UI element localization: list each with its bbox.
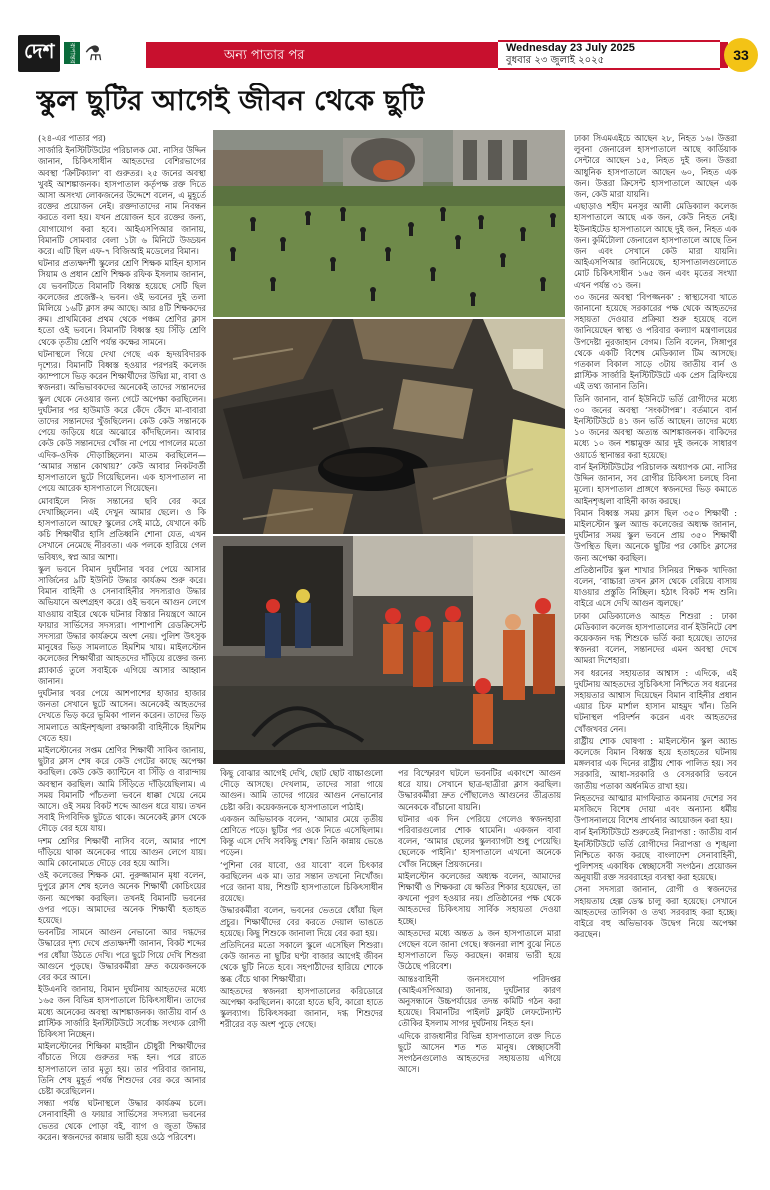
column-paragraph: ঘটনার এক দিন পেরিয়ে গেলেও স্বজনহারা পরিবারগুলোর শোক থামেনি। একজন বাবা বলেন, ‘আমার ছেলের স্কুলব্যাগটা শুধু পেয়েছি। ছেলেকে পাইনি।’ হাসপাতালে এখনো অনেকে খোঁজ নিচ্ছেন প্রিয়জনের।: [398, 813, 561, 869]
page-header: [0, 0, 770, 72]
column-paragraph: ভবনটির সামনে আগুন নেভানো আর দগ্ধদের উদ্ধারের দৃশ্য দেখে প্রত্যক্ষদর্শী জানান, বিকট শব্দের পর ধোঁয়া উঠতে দেখি। পরে ছুটে গিয়ে দেখি শিশুরা আগুনে পুড়ছে। উদ্ধারকর্মীরা দ্রুত কয়েকজনকে বের করে আনে।: [38, 927, 206, 983]
column-paragraph: সেনা সদস্যরা জানান, রোগী ও স্বজনদের সহায়তায় হেল্প ডেস্ক চালু করা হয়েছে। সেখানে আহতদের তালিকা ও তথ্য সরবরাহ করা হচ্ছে। বাইরে বহু অভিভাবক উদ্বেগ নিয়ে অপেক্ষা করছেন।: [574, 884, 737, 940]
article-headline: স্কুল ছুটির আগেই জীবন থেকে ছুটি: [36, 84, 425, 117]
column-paragraph: ‘পুশিনা বের যাবো, ওর যাবো’ বলে চিৎকার করছিলেন এক মা। তার সন্তান তখনো নিখোঁজ। পরে জানা যায়, শিশুটি হাসপাতালে চিকিৎসাধীন রয়েছে।: [220, 859, 383, 904]
column-paragraph: দুর্ঘটনার খবর পেয়ে আশপাশের হাজার হাজার জনতা সেখানে ছুটে আসেন। অনেকেই আহতদের দেখতে ভিড় করে ভূমিকা পালন করেন। তাদের ভিড় সামলাতে আইনশৃঙ্খলা রক্ষাকারী বাহিনীকে হিমশিম খেতে হয়।: [38, 687, 206, 743]
column-paragraph: বিমান বিধ্বস্ত সময় ক্লাস ছিল ৩৫০ শিক্ষার্থী : মাইলস্টোন স্কুল অ্যান্ড কলেজের অধ্যক্ষ জানান, দুর্ঘটনার সময় স্কুল ভবনে প্রায় ৩৫০ শিক্ষার্থী উপস্থিত ছিল। অনেকে ছুটির পর কোচিং ক্লাসের জন্য অপেক্ষা করছিল।: [574, 507, 737, 563]
column-paragraph: দশম শ্রেণির শিক্ষার্থী নাসিব বলে, আমার পাশে দাঁড়িয়ে থাকা অনেকের গায়ে আগুন লেগে যায়। আমি কোনোমতে দৌড়ে বের হয়ে আসি।: [38, 835, 206, 868]
crowd-photo: [213, 130, 565, 317]
column-paragraph: উদ্ধারকর্মীরা বলেন, ভবনের ভেতরে ধোঁয়া ছিল প্রচুর। শিক্ষার্থীদের বের করতে দেয়াল ভাঙতে হয়েছে। কিছু শিশুকে জানালা দিয়ে বের করা হয়।: [220, 905, 383, 938]
column-paragraph: ওই কলেজের শিক্ষক মো. নুরুজ্জামান মৃধা বলেন, দুপুরে ক্লাস শেষ হলেও অনেক শিক্ষার্থী কোচিংয়ের জন্য অপেক্ষা করছিল। তখনই বিমানটি ভবনের ওপর পড়ে। আমাদের অনেক শিক্ষার্থী হতাহত হয়েছে।: [38, 870, 206, 926]
column-paragraph: (২৪-এর পাতার পর): [38, 133, 106, 143]
column-paragraph: সব ধরনের সহায়তার আশ্বাস : এদিকে, এই দুর্ঘটনায় আহতদের সুচিকিৎসা নিশ্চিতে সব ধরনের সহায়তার আশ্বাস দিয়েছেন বিমান বাহিনীর প্রধান এয়ার চিফ মার্শাল হাসান মাহমুদ খাঁন। তিনি ঘটনাস্থল পরিদর্শন করেন এবং আহতদের খোঁজখবর নেন।: [574, 667, 737, 734]
crowd-photo-icon: [213, 130, 565, 317]
article-column-middle-left: [220, 768, 383, 1163]
burnt-debris-photo: [213, 319, 565, 534]
date-box: [498, 40, 720, 70]
column-paragraph: তিনি জানান, বার্ন ইউনিটে ভর্তি রোগীদের মধ্যে ৩০ জনের অবস্থা ‘সংকটাপন্ন’। বর্তমানে বার্ন ইনস্টিটিউটে ৪১ জন ভর্তি আছেন। তাদের মধ্যে ১০ জনের অবস্থা অত্যন্ত আশঙ্কাজনক। বাকিদের মধ্যে ১০ জন শঙ্কামুক্ত আর দুই জনকে সাধারণ ওয়ার্ডে স্থানান্তর করা হয়েছে।: [574, 393, 737, 460]
column-paragraph: প্রতিদিনের মতো সকালে স্কুলে এসেছিল শিশুরা। কেউ জানত না ছুটির ঘণ্টা বাজার আগেই জীবন থেকে ছুটি নিতে হবে। সহপাঠীদের হারিয়ে শোকে স্তব্ধ বেঁচে থাকা শিক্ষার্থীরা।: [220, 940, 383, 984]
column-paragraph: আহতদের মধ্যে অন্তত ৯ জন হাসপাতালে মারা গেছেন বলে জানা গেছে। স্বজনরা লাশ বুঝে নিতে হাসপাতালে ভিড় করছেন। কান্নায় ভারী হয়ে উঠেছে পরিবেশ।: [398, 927, 561, 972]
newspaper-logo[interactable]: [18, 36, 118, 70]
column-paragraph: মাইলস্টোনের সপ্তম শ্রেণির শিক্ষার্থী সাকিব জানায়, ছুটার ক্লাস শেষ করে কেউ গেটের কাছে অপেক্ষা করছিল। কেউ কেউ ক্যান্টিনে বা সিঁড়ি ও বারান্দায় অবস্থান করছিল। আমি সিঁড়িতে দাঁড়িয়েছিলাম। এ সময় বিমানটি পাঁচতলা ভবনে ধাক্কা খেয়ে নেমে আসে। ওই সময় বিকট শব্দে আগুন ধরে যায়। তখন সবাই দিগবিদিক ছুটতে থাকে। অনেকেই ক্লাস থেকে দৌড়ে বের হয়ে যায়।: [38, 744, 206, 834]
column-paragraph: বার্ন ইনস্টিটিউটের পরিচালক অধ্যাপক মো. নাসির উদ্দিন জানান, সব রোগীর চিকিৎসা চলছে বিনা মূল্যে। হাসপাতাল প্রাঙ্গণে স্বজনদের ভিড় কমাতে আইনশৃঙ্খলা বাহিনী কাজ করছে।: [574, 461, 737, 506]
burnt-debris-photo-icon: [213, 319, 565, 534]
column-paragraph: ঢাকা সিএমএইচে আছেন ২৮, নিহত ১৬। উত্তরা লুবনা জেনারেল হাসপাতালে আছে কার্ডিয়াক সেন্টারে আছেন ১৫, নিহত দুই জন। উত্তরা আধুনিক হাসপাতালে আছেন ৬০, নিহত এক জন। উত্তরা ক্রিসেন্ট হাসপাতালে আছেন এক জন, কেউ মারা যায়নি।: [574, 133, 737, 200]
column-paragraph: ঘটনাস্থলে গিয়ে দেখা গেছে এক হৃদয়বিদারক দৃশ্যের। বিমানটি বিধ্বস্ত হওয়ার পরপরই কলেজ ক্যাম্পাসে ভিড় করেন শিক্ষার্থীদের উদ্বিগ্ন মা, বাবা ও স্বজনরা। অভিভাবকদের অনেকেই তাদের সন্তানদের স্কুল থেকে নেওয়ার জন্য গেটে অপেক্ষা করছিলেন। দুর্ঘটনার পর হাউমাউ করে কেঁদে কেঁদে মা-বাবারা তাদের সন্তানদের খুঁজছিলেন। কেউ কেউ সন্তানকে পেয়ে জড়িয়ে ধরে অঝোরে কাঁদছিলেন। আবার কেউ কেউ সন্তানদের খোঁজ না পেয়ে পাগলের মতো এদিক-ওদিক দৌড়াচ্ছিলেন। মাতম করছিলেন— ‘আমার সন্তান কোথায়?’ কেউ আবার নিকটবর্তী হাসপাতালে ছুটে গিয়েছিলেন। এক হাসপাতাল না পেয়ে আরেক হাসপাতালে গিয়েছেন।: [38, 348, 206, 494]
column-paragraph: সার্জারি ইনস্টিটিউটের পরিচালক মো. নাসির উদ্দিন জানান, চিকিৎসাধীন আহতদের বেশিরভাগের অবস্থা ‘ক্রিটিক্যাল’ বা গুরুতর। ২৫ জনের অবস্থা খুবই আশঙ্কাজনক। হাসপাতাল কর্তৃপক্ষ রক্ত দিতে আসা অসংখ্য লোকজনের উদ্দেশে বলেন, এ মুহূর্তে রক্তের প্রয়োজন নেই। রক্তদাতাদের নাম নিবন্ধন করতে বলা হয়। যখন প্রয়োজন হবে রক্তের জন্য, যোগাযোগ করা হবে। আইএসপিআর জানায়, বিমানটি সোমবার বেলা ১টা ৬ মিনিটে উড্ডয়ন করে। এটি ছিল এফ-৭ বিজিআই মডেলের বিমান।: [38, 145, 206, 257]
logo-subtext: রূপান্তর: [64, 42, 80, 65]
statue-icon: ⚗: [84, 41, 103, 65]
date-bangla: বুধবার ২৩ জুলাই ২০২৫: [506, 55, 605, 66]
column-paragraph: ইউএনবি জানায়, বিমান দুর্ঘটনায় আহতদের মধ্যে ১৬৫ জন বিভিন্ন হাসপাতালে চিকিৎসাধীন। তাদের মধ্যে অনেকের অবস্থা আশঙ্কাজনক। জাতীয় বার্ন ও প্লাস্টিক সার্জারি ইনস্টিটিউটে সর্বোচ্চ সংখ্যক রোগী চিকিৎসা নিচ্ছেন।: [38, 984, 206, 1040]
column-paragraph: এদিকে রাজধানীর বিভিন্ন হাসপাতালে রক্ত দিতে ছুটে আসেন শত শত মানুষ। স্বেচ্ছাসেবী সংগঠনগুলোও আহতদের সহায়তায় এগিয়ে আসে।: [398, 1030, 561, 1075]
column-paragraph: নিহতদের আত্মার মাগফিরাত কামনায় দেশের সব মসজিদে বিশেষ দোয়া এবং অন্যান্য ধর্মীয় উপাসনালয়ে বিশেষ প্রার্থনার আয়োজন করা হয়।: [574, 792, 737, 826]
column-paragraph: স্কুল ভবনে বিমান দুর্ঘটনার খবর পেয়ে আসার সার্জিনের ৯টি ইউনিট উদ্ধার কার্যক্রম শুরু করে। বিমান বাহিনী ও সেনাবাহিনীর সদস্যরাও উদ্ধার অভিযানে অংশগ্রহণ করে। ওই ভবনে আগুন লেগে যাওয়ায় বাইরে থেকে ঘটনার বিস্তার নিয়ন্ত্রণে আনে ফায়ার সার্ভিসের সদস্যরা। পাশাপাশি রেডক্রিসেন্ট সদস্যরা উদ্ধার কার্যক্রমে অংশ নেয়। পুলিশ উৎসুক মানুষের ভিড় সামলাতে হিমশিম খায়। মাইলস্টোন কলেজের শিক্ষার্থীরা আহতদের দাঁড়িয়ে রক্তের জন্য প্ল্যাকার্ড তুলে সবাইকে এগিয়ে আসার আহ্বান জানান।: [38, 563, 206, 686]
column-paragraph: মাইলস্টোন কলেজের অধ্যক্ষ বলেন, আমাদের শিক্ষার্থী ও শিক্ষকরা যে ক্ষতির শিকার হয়েছেন, তা কখনো পূরণ হওয়ার নয়। প্রতিষ্ঠানের পক্ষ থেকে আহতদের চিকিৎসায় সার্বিক সহায়তা দেওয়া হচ্ছে।: [398, 870, 561, 926]
column-paragraph: ঢাকা মেডিক্যালেও আহত শিশুরা : ঢাকা মেডিক্যাল কলেজ হাসপাতালের বার্ন ইউনিটে বেশ কয়েকজন দগ্ধ শিশুকে ভর্তি করা হয়েছে। তাদের স্বজনরা বলেন, সন্তানদের এমন অবস্থা দেখে আমরা দিশেহারা।: [574, 610, 737, 666]
column-paragraph: আন্তঃবাহিনী জনসংযোগ পরিদপ্তর (আইএসপিআর) জানায়, দুর্ঘটনার কারণ অনুসন্ধানে উচ্চপর্যায়ের তদন্ত কমিটি গঠন করা হয়েছে। বিমানটির পাইলট ফ্লাইট লেফটেন্যান্ট তৌকির ইসলাম সাগর দুর্ঘটনায় নিহত হন।: [398, 973, 561, 1029]
article-column-right: [574, 133, 737, 1163]
column-paragraph: মোবাইলে নিজ সন্তানের ছবি বের করে দেখাচ্ছিলেন। এই দেখুন আমার ছেলে। ও কি হাসপাতালে আছে? স্কুলের সেই মাঠে, যেখানে কচি কচি শিক্ষার্থীর হাসি প্রতিধ্বনি শোনা যেত, এখন সেখানে নেমেছে নীরবতা। এক পলকে হারিয়ে গেল ভবিষ্যৎ, স্বপ্ন আর আশা।: [38, 495, 206, 562]
column-paragraph: ঘটনার প্রত্যক্ষদর্শী স্কুলের শ্রেণি শিক্ষক মাহিন হাসান সিয়াম ও প্রধান শ্রেণি শিক্ষক রফিক ইসলাম জানান, যে ভবনটিতে বিমানটি বিধ্বস্ত হয়েছে সেটি ছিল কলেজের প্রজেক্ট-২ ভবন। ওই ভবনের দুই তলা মিলিয়ে ১৬টি ক্লাস রুম আছে। আর ৪টি শিক্ষকদের রুম। প্রাথমিকের প্রথম থেকে পঞ্চম শ্রেণির ক্লাস হতো ওই ভবনে। বিমানটি বিধ্বস্ত হয় সিঁড়ি শ্রেণি থেকে তৃতীয় শ্রেণি পর্যন্ত কক্ষের সামনে।: [38, 258, 206, 347]
column-paragraph: কিছু বোঝার আগেই দেখি, ছোট ছোট বাচ্চাগুলো দৌড়ে আসছে। দেখলাম, তাদের সারা গায়ে আগুন। আমি তাদের গায়ের আগুন নেভানোর চেষ্টা করি। কয়েকজনকে হাসপাতালে পাঠাই।: [220, 768, 383, 812]
article-column-left: [38, 133, 206, 1163]
section-label: অন্য পাতার পর: [224, 48, 305, 63]
column-paragraph: প্রতিষ্ঠানটির স্কুল শাখার সিনিয়র শিক্ষক খাদিজা বলেন, ‘বাচ্চারা তখন ক্লাস থেকে বেরিয়ে বাসায় যাওয়ার প্রস্তুতি নিচ্ছিল। হঠাৎ বিকট শব্দ শুনি। বাইরে এসে দেখি আগুন জ্বলছে।’: [574, 564, 737, 609]
column-paragraph: বার্ন ইনস্টিটিউটে শুরুতেই নিরাপত্তা : জাতীয় বার্ন ইনস্টিটিউটে ভর্তি রোগীদের নিরাপত্তা ও শৃঙ্খলা নিশ্চিতে কাজ করছে বাংলাদেশ সেনাবাহিনী, পুলিশসহ একাধিক স্বেচ্ছাসেবী সংগঠন। প্রয়োজন অনুযায়ী রক্ত সরবরাহের ব্যবস্থা করা হয়েছে।: [574, 827, 737, 883]
article-column-middle-right: [398, 768, 561, 1163]
column-paragraph: মাইলস্টোনের শিক্ষিকা মাহরীন চৌধুরী শিক্ষার্থীদের বাঁচাতে গিয়ে গুরুতর দগ্ধ হন। পরে রাতে হাসপাতালে তার মৃত্যু হয়। তার পরিবার জানায়, তিনি শেষ মুহূর্ত পর্যন্ত শিশুদের বের করে আনার চেষ্টা করেছিলেন।: [38, 1041, 206, 1097]
column-paragraph: রাষ্ট্রীয় শোক ঘোষণা : মাইলস্টোন স্কুল অ্যান্ড কলেজে বিমান বিধ্বস্ত হয়ে হতাহতের ঘটনায় মঙ্গলবার এক দিনের রাষ্ট্রীয় শোক পালিত হয়। সব সরকারি, আধা-সরকারি ও বেসরকারি ভবনে জাতীয় পতাকা অর্ধনমিত রাখা হয়।: [574, 735, 737, 791]
column-paragraph: একজন অভিভাবক বলেন, ‘আমার মেয়ে তৃতীয় শ্রেণিতে পড়ে। ছুটির পর ওকে নিতে এসেছিলাম। কিন্তু এসে দেখি সবকিছু শেষ।’ তিনি কান্নায় ভেঙে পড়েন।: [220, 813, 383, 858]
column-paragraph: পর বিস্ফোরণ ঘটলে ভবনটির একাংশে আগুন ধরে যায়। সেখানে ছাত্র-ছাত্রীরা ক্লাস করছিল। উদ্ধারকর্মীরা দ্রুত পৌঁছালেও আগুনের তীব্রতায় অনেককে বাঁচানো যায়নি।: [398, 768, 561, 812]
column-paragraph: সন্ধ্যা পর্যন্ত ঘটনাস্থলে উদ্ধার কার্যক্রম চলে। সেনাবাহিনী ও ফায়ার সার্ভিসের সদস্যরা ভবনের ভেতর থেকে পোড়া বই, ব্যাগ ও জুতা উদ্ধার করেন। স্বজনদের কান্নায় ভারী হয়ে ওঠে পরিবেশ।: [38, 1098, 206, 1142]
rescue-firefighters-photo: [213, 536, 565, 764]
rescue-firefighters-photo-icon: [213, 536, 565, 764]
column-paragraph: ৩০ জনের অবস্থা ‘বিপজ্জনক’ : স্বাস্থ্যসেবা খাতে জানানো হয়েছে সরকারের পক্ষ থেকে আহতদের সহায়তা দেওয়ার প্রক্রিয়া শুরু হয়েছে বলে জানিয়েছেন স্বাস্থ্য ও পরিবার কল্যাণ মন্ত্রণালয়ের উপদেষ্টা নুরজাহান বেগম। তিনি বলেন, সিঙ্গাপুর থেকে একটি বিশেষ মেডিক্যাল টিম আসছে। গতকাল বিকাল সাড়ে ৩টায় জাতীয় বার্ন ও প্লাস্টিক সার্জারি ইনস্টিটিউটে এক প্রেস ব্রিফিংয়ে এই তথ্য জানান তিনি।: [574, 291, 737, 392]
column-paragraph: আহতদের স্বজনরা হাসপাতালের করিডোরে অপেক্ষা করছিলেন। কারো হাতে ছবি, কারো হাতে স্কুলব্যাগ। চিকিৎসকরা জানান, দগ্ধ শিশুদের শরীরের বড় অংশ পুড়ে গেছে।: [220, 985, 383, 1030]
date-english: Wednesday 23 July 2025: [506, 42, 635, 54]
page-number-badge: 33: [724, 38, 758, 72]
logo-text: দেশ: [18, 35, 60, 72]
column-paragraph: এছাড়াও শহীদ মনসুর আলী মেডিক্যাল কলেজ হাসপাতালে আছে এক জন, কেউ নিহত নেই। ইউনাইটেড হাসপাতালে আছে দুই জন, নিহত এক জন। কুর্মিটোলা জেনারেল হাসপাতালে আছে তিন জন এবং সেখানে কেউ মারা যায়নি। আইএসপিআর জানিয়েছে, হাসপাতালগুলোতে মোট চিকিৎসাধীন ১৬৫ জন এবং মৃতের সংখ্যা এখন পর্যন্ত ৩১ জন।: [574, 201, 737, 290]
